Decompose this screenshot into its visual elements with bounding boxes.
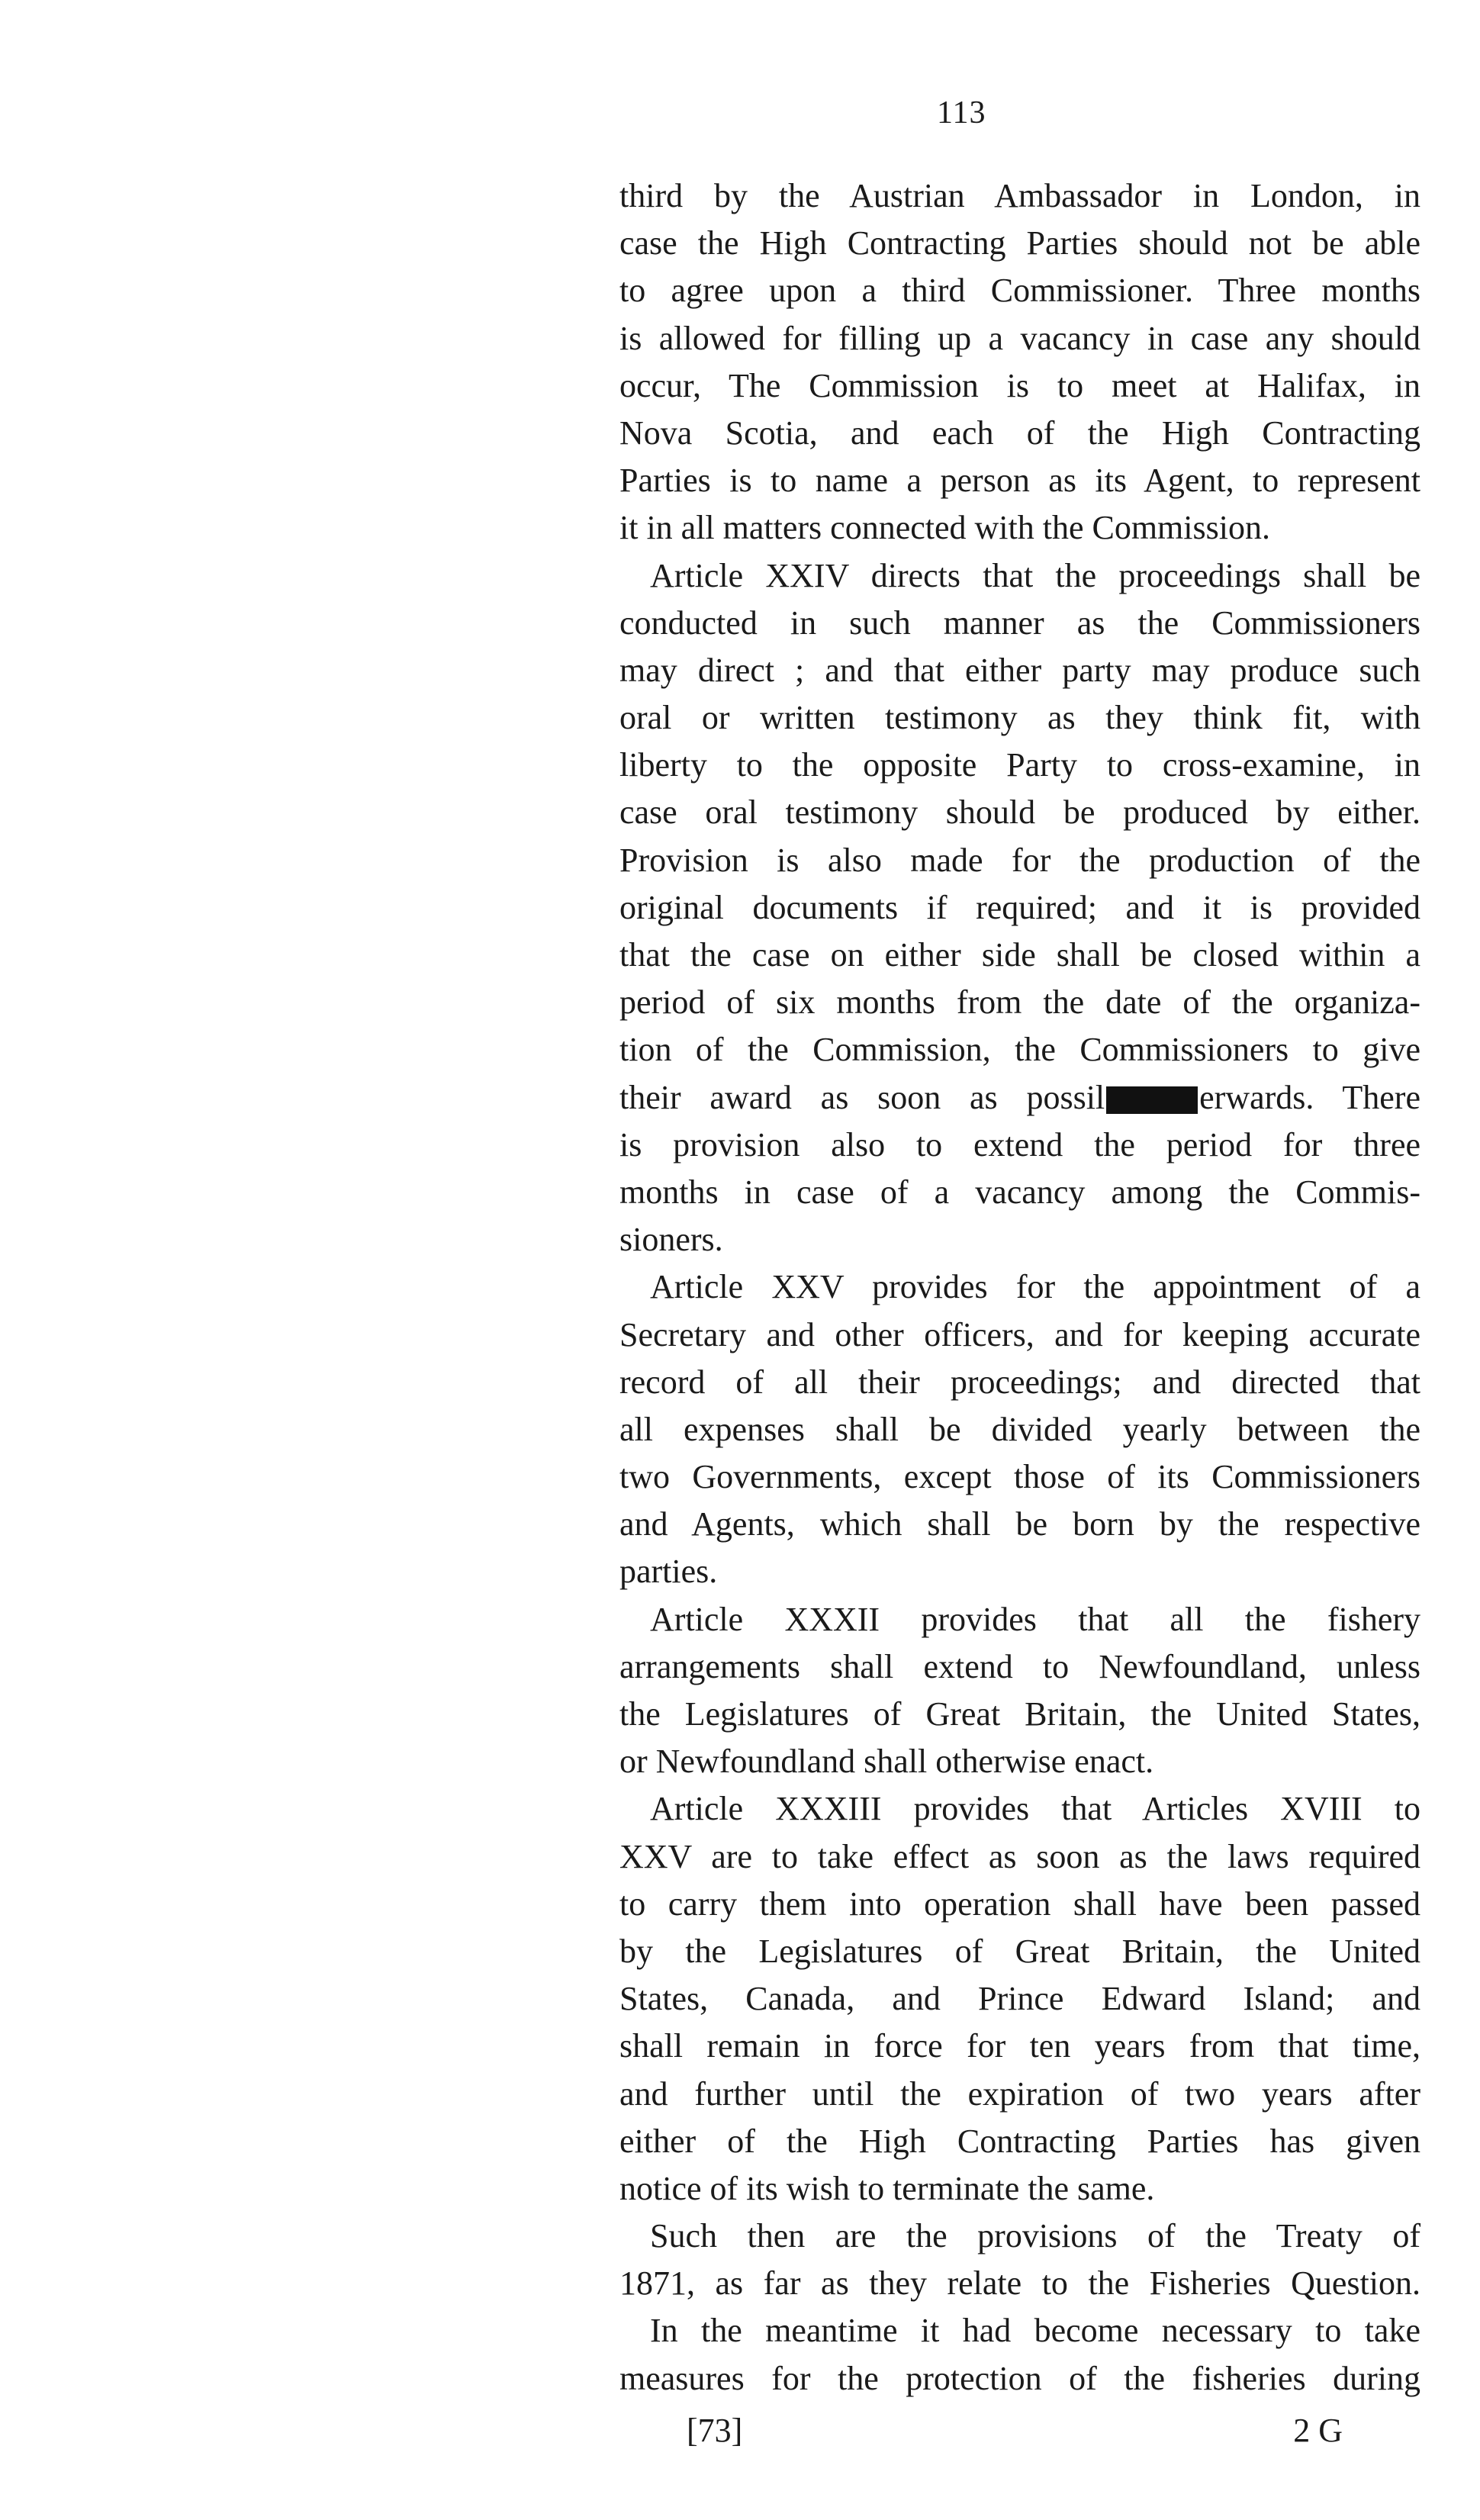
text-line: and Agents, which shall be born by the respective: [619, 1505, 1420, 1543]
paragraph-5: [619, 1785, 1420, 2213]
text-line: to agree upon a third Commissioner. Three months: [619, 272, 1420, 310]
text-line-redacted: [619, 1074, 1420, 1122]
text-line: liberty to the opposite Party to cross-examine, in: [619, 746, 1420, 784]
text-line: Nova Scotia, and each of the High Contracting: [619, 414, 1420, 452]
paragraph-7: [619, 2307, 1420, 2402]
page-footer: [687, 2411, 1373, 2457]
text-line: Article XXXIII provides that Articles XVIII to: [650, 1790, 1420, 1828]
paragraph-1: [619, 172, 1420, 552]
text-line: notice of its wish to terminate the same.: [619, 2169, 1155, 2207]
redacted-line-start: their award as soon as possil: [619, 1078, 1105, 1116]
text-line: case oral testimony should be produced by either.: [619, 793, 1420, 832]
text-line: record of all their proceedings; and directed that: [619, 1363, 1420, 1401]
text-line: or Newfoundland shall otherwise enact.: [619, 1743, 1154, 1781]
text-line: Article XXIV directs that the proceedings shall be: [650, 556, 1420, 594]
redaction-mark: [1106, 1086, 1198, 1114]
text-line: Article XXXII provides that all the fishery: [650, 1600, 1420, 1638]
text-line: Article XXV provides for the appointment of a: [650, 1268, 1420, 1306]
text-line: is provision also to extend the period for three: [619, 1125, 1420, 1163]
text-line: case the High Contracting Parties should not be able: [619, 224, 1420, 262]
text-line: measures for the protection of the fisheries during: [619, 2359, 1420, 2397]
text-line: period of six months from the date of the organiza-: [619, 983, 1420, 1022]
text-line: arrangements shall extend to Newfoundland, unless: [619, 1647, 1420, 1685]
sheet-mark: 2 G: [1293, 2412, 1343, 2449]
text-line: to carry them into operation shall have been passed: [619, 1884, 1420, 1923]
text-line: all expenses shall be divided yearly between the: [619, 1410, 1420, 1448]
text-line: by the Legislatures of Great Britain, the United: [619, 1932, 1420, 1970]
text-line: it in all matters connected with the Commission.: [619, 509, 1270, 547]
text-line: original documents if required; and it is provided: [619, 888, 1420, 926]
text-line: the Legislatures of Great Britain, the United States,: [619, 1695, 1420, 1733]
text-line: 1871, as far as they relate to the Fisheries Question.: [619, 2264, 1420, 2303]
text-line: shall remain in force for ten years from that time,: [619, 2027, 1420, 2065]
text-line: States, Canada, and Prince Edward Island; and: [619, 1980, 1420, 2018]
text-line: Parties is to name a person as its Agent, to represent: [619, 462, 1420, 500]
text-line: oral or written testimony as they think fit, with: [619, 699, 1420, 737]
text-line: months in case of a vacancy among the Commis-: [619, 1173, 1420, 1211]
text-line: sioners.: [619, 1221, 723, 1259]
text-line: tion of the Commission, the Commissioners to give: [619, 1031, 1420, 1069]
text-line: parties.: [619, 1553, 718, 1591]
text-line: is allowed for filling up a vacancy in case any should: [619, 319, 1420, 357]
paragraph-4: [619, 1596, 1420, 1786]
text-line: Provision is also made for the production of the: [619, 841, 1420, 879]
text-line: two Governments, except those of its Commissioners: [619, 1458, 1420, 1496]
text-line: either of the High Contracting Parties has given: [619, 2122, 1420, 2160]
text-line: third by the Austrian Ambassador in London, in: [619, 177, 1420, 214]
body-text: [619, 172, 1420, 2403]
text-line: occur, The Commission is to meet at Halifax, in: [619, 366, 1420, 404]
text-line: and further until the expiration of two years after: [619, 2074, 1420, 2113]
paragraph-3: [619, 1263, 1420, 1595]
redacted-line-end: erwards. There: [1199, 1078, 1420, 1116]
text-line: Such then are the provisions of the Treaty of: [650, 2217, 1420, 2255]
text-line: XXV are to take effect as soon as the laws required: [619, 1837, 1420, 1875]
text-line: that the case on either side shall be closed within a: [619, 936, 1420, 974]
text-line: In the meantime it had become necessary to take: [650, 2312, 1420, 2350]
signature-mark: [73]: [687, 2412, 743, 2449]
page-number: 113: [937, 95, 986, 130]
text-line: may direct ; and that either party may produce such: [619, 651, 1420, 689]
text-line: conducted in such manner as the Commissioners: [619, 603, 1420, 642]
paragraph-2: [619, 552, 1420, 1264]
text-line: Secretary and other officers, and for keeping accurate: [619, 1315, 1420, 1353]
paragraph-6: [619, 2213, 1420, 2307]
